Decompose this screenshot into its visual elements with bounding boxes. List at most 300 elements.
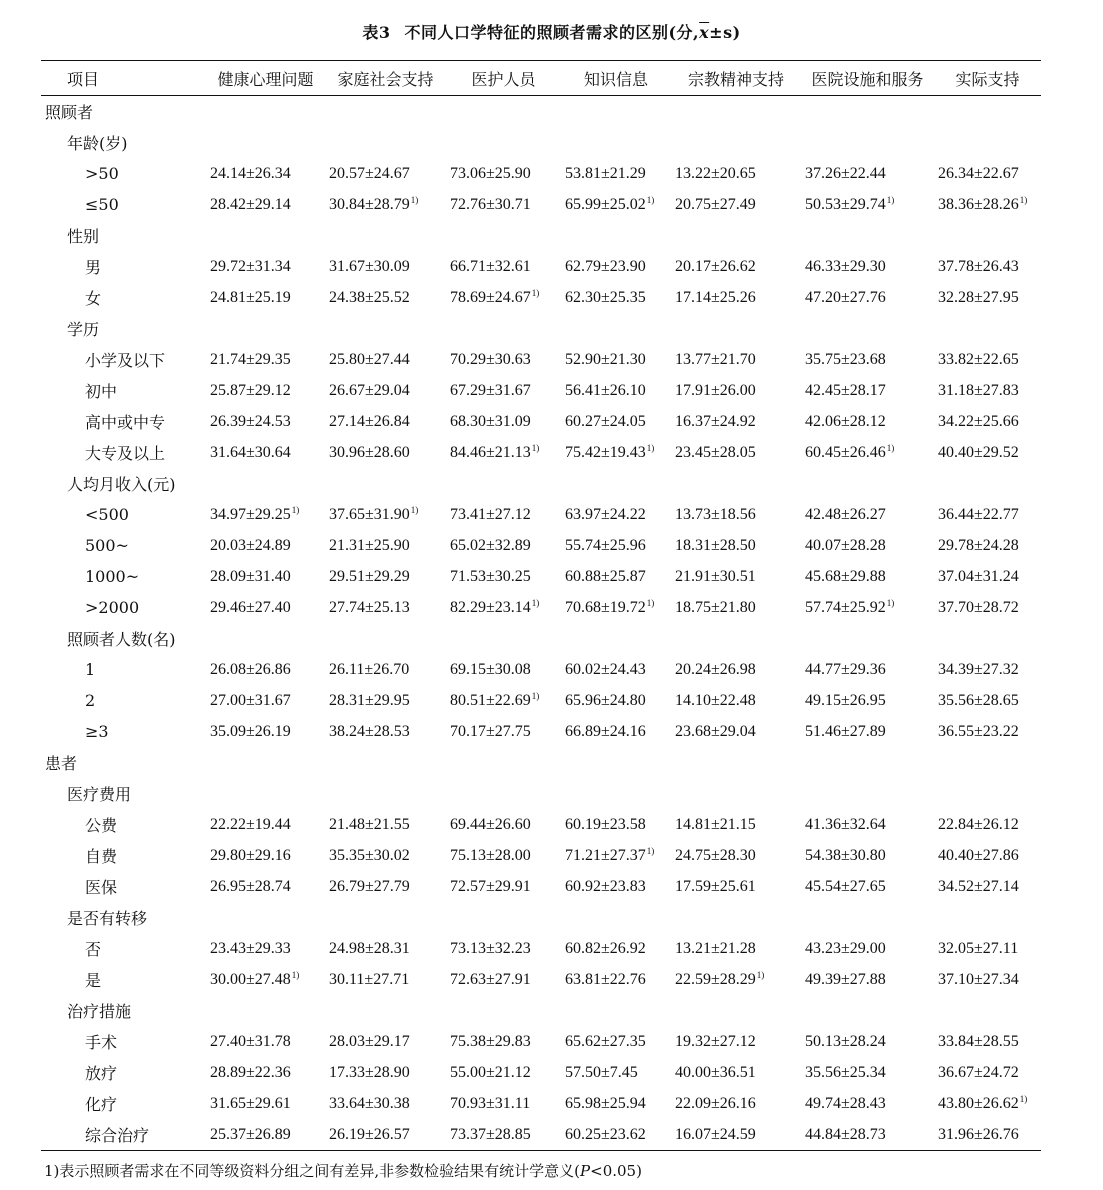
table-cell: [801, 747, 934, 778]
cell-value: 32.05±27.11: [938, 939, 1019, 957]
table-cell: [801, 189, 934, 220]
table-row: [41, 592, 1041, 623]
cell-value: 42.45±28.17: [805, 381, 886, 399]
table-cell: [801, 809, 934, 840]
cell-value: 34.52±27.14: [938, 877, 1019, 895]
table-cell: [446, 499, 561, 530]
cell-value: 82.29±23.14: [450, 599, 531, 616]
table-cell: [206, 840, 325, 871]
table-cell: [671, 809, 801, 840]
cell-value: 36.67±24.72: [938, 1063, 1019, 1081]
cell-value: 44.77±29.36: [805, 660, 886, 678]
table-cell: [446, 685, 561, 716]
row-label: 综合治疗: [41, 1119, 206, 1151]
cell-value: 69.15±30.08: [450, 660, 531, 678]
group-header-row: [41, 96, 1041, 128]
cell-value: 41.36±32.64: [805, 815, 886, 833]
cell-value: 78.69±24.67: [450, 289, 531, 306]
table-row: [41, 654, 1041, 685]
cell-value: 57.50±7.45: [565, 1063, 638, 1081]
table-cell: [446, 282, 561, 313]
cell-value: 24.75±28.30: [675, 846, 756, 864]
cell-value: 60.19±23.58: [565, 815, 646, 833]
row-label: 1000~: [85, 567, 140, 586]
table-row: [41, 561, 1041, 592]
table-cell: [671, 437, 801, 468]
table-cell: [446, 158, 561, 189]
row-label: 手术: [85, 1033, 118, 1052]
table-cell: [801, 499, 934, 530]
cell-value: 84.46±21.13: [450, 444, 531, 461]
table-cell: [325, 561, 446, 592]
table-cell: [561, 251, 671, 282]
table-cell: [671, 1026, 801, 1057]
table-cell: [206, 313, 325, 344]
table-cell: [206, 189, 325, 220]
table-cell: [561, 561, 671, 592]
table-cell: [561, 189, 671, 220]
group-header-row: [41, 313, 1041, 344]
table-cell: [446, 716, 561, 747]
table-cell: [325, 778, 446, 809]
cell-value: 17.91±26.00: [675, 381, 756, 399]
row-label: 照顾者: [45, 103, 94, 122]
group-header-row: [41, 468, 1041, 499]
table-cell: [206, 902, 325, 933]
cell-value: 25.37±26.89: [210, 1125, 291, 1143]
table-cell: [801, 406, 934, 437]
table-cell: [325, 1057, 446, 1088]
row-label: <500: [85, 505, 129, 524]
table-cell: [206, 127, 325, 158]
cell-value: 13.73±18.56: [675, 505, 756, 523]
cell-value: 52.90±21.30: [565, 350, 646, 368]
table-number: 表3: [362, 23, 391, 42]
cell-value: 70.29±30.63: [450, 350, 531, 368]
table-cell: [446, 189, 561, 220]
table-cell: [561, 344, 671, 375]
table-cell: [206, 1026, 325, 1057]
row-label: 性别: [67, 227, 100, 246]
table-cell: [934, 127, 1041, 158]
table-cell: [934, 809, 1041, 840]
cell-value: 21.31±25.90: [329, 536, 410, 554]
footnote-text: 1)表示照顾者需求在不同等级资料分组之间有差异,非参数检验结果有统计学意义(: [44, 1162, 581, 1180]
table-cell: [206, 933, 325, 964]
row-label: 年龄(岁): [67, 134, 128, 153]
table-cell: [671, 220, 801, 251]
table-cell: [671, 1057, 801, 1088]
cell-value: 46.33±29.30: [805, 257, 886, 275]
cell-value: 18.75±21.80: [675, 598, 756, 616]
table-cell: [671, 716, 801, 747]
table-cell: [561, 1057, 671, 1088]
group-header-row: [41, 623, 1041, 654]
table-cell: [934, 933, 1041, 964]
table-cell: [671, 406, 801, 437]
cell-value: 43.80±26.62: [938, 1095, 1019, 1112]
significance-mark: 1): [410, 505, 419, 515]
row-label: 患者: [45, 754, 78, 773]
cell-value: 63.97±24.22: [565, 505, 646, 523]
cell-value: 16.07±24.59: [675, 1125, 756, 1143]
cell-value: 36.44±22.77: [938, 505, 1019, 523]
cell-value: 73.41±27.12: [450, 505, 531, 523]
cell-value: 66.89±24.16: [565, 722, 646, 740]
header-health-psych: 健康心理问题: [206, 61, 325, 96]
cell-value: 73.37±28.85: [450, 1125, 531, 1143]
cell-value: 22.59±28.29: [675, 971, 756, 988]
table-cell: [671, 158, 801, 189]
cell-value: 20.57±24.67: [329, 164, 410, 182]
table-cell: [934, 964, 1041, 995]
cell-value: 37.26±22.44: [805, 164, 886, 182]
cell-value: 31.96±26.76: [938, 1125, 1019, 1143]
table-cell: [561, 499, 671, 530]
table-cell: [934, 96, 1041, 128]
table-cell: [934, 871, 1041, 902]
table-cell: [446, 871, 561, 902]
table-cell: [446, 592, 561, 623]
table-row: [41, 809, 1041, 840]
table-cell: [446, 344, 561, 375]
cell-value: 34.97±29.25: [210, 506, 291, 523]
cell-value: 25.80±27.44: [329, 350, 410, 368]
table-cell: [325, 220, 446, 251]
table-cell: [206, 685, 325, 716]
table-cell: [206, 1088, 325, 1119]
sd-symbol: ±s): [709, 23, 741, 42]
cell-value: 60.88±25.87: [565, 567, 646, 585]
table-cell: [801, 902, 934, 933]
table-cell: [561, 809, 671, 840]
header-medical-staff: 医护人员: [446, 61, 561, 96]
cell-value: 75.13±28.00: [450, 846, 531, 864]
cell-value: 35.56±28.65: [938, 691, 1019, 709]
row-label: 高中或中专: [85, 413, 166, 432]
table-row: [41, 375, 1041, 406]
table-cell: [446, 437, 561, 468]
row-label: 自费: [85, 847, 118, 866]
table-row: [41, 871, 1041, 902]
mean-symbol: $\overline{x}$: [699, 23, 710, 42]
cell-value: 73.06±25.90: [450, 164, 531, 182]
cell-value: 40.00±36.51: [675, 1063, 756, 1081]
cell-value: 66.71±32.61: [450, 257, 531, 275]
table-cell: [446, 1057, 561, 1088]
table-cell: [206, 778, 325, 809]
cell-value: 54.38±30.80: [805, 846, 886, 864]
significance-mark: 1): [291, 505, 300, 515]
cell-value: 23.43±29.33: [210, 939, 291, 957]
table-cell: [561, 158, 671, 189]
table-cell: [934, 406, 1041, 437]
table-cell: [934, 282, 1041, 313]
table-cell: [446, 902, 561, 933]
table-cell: [671, 747, 801, 778]
cell-value: 70.17±27.75: [450, 722, 531, 740]
cell-value: 21.74±29.35: [210, 350, 291, 368]
cell-value: 28.31±29.95: [329, 691, 410, 709]
table-row: [41, 282, 1041, 313]
table-cell: [801, 964, 934, 995]
table-cell: [801, 344, 934, 375]
table-cell: [446, 1119, 561, 1151]
cell-value: 17.33±28.90: [329, 1063, 410, 1081]
table-cell: [325, 127, 446, 158]
table-cell: [325, 964, 446, 995]
table-cell: [671, 375, 801, 406]
table-cell: [671, 995, 801, 1026]
cell-value: 75.38±29.83: [450, 1032, 531, 1050]
table-cell: [671, 592, 801, 623]
table-row: [41, 1026, 1041, 1057]
cell-value: 35.75±23.68: [805, 350, 886, 368]
header-item: 项目: [41, 61, 206, 96]
table-cell: [446, 1026, 561, 1057]
cell-value: 60.25±23.62: [565, 1125, 646, 1143]
cell-value: 38.24±28.53: [329, 722, 410, 740]
table-cell: [801, 1057, 934, 1088]
cell-value: 50.13±28.24: [805, 1032, 886, 1050]
table-cell: [206, 561, 325, 592]
table-cell: [671, 468, 801, 499]
table-cell: [561, 685, 671, 716]
table-cell: [934, 499, 1041, 530]
cell-value: 31.64±30.64: [210, 443, 291, 461]
row-label: 治疗措施: [67, 1002, 132, 1021]
row-label: >50: [85, 164, 119, 183]
table-cell: [325, 716, 446, 747]
cell-value: 28.09±31.40: [210, 567, 291, 585]
table-cell: [446, 809, 561, 840]
significance-mark: 1): [410, 195, 419, 205]
table-cell: [561, 220, 671, 251]
table-cell: [325, 313, 446, 344]
cell-value: 35.09±26.19: [210, 722, 291, 740]
cell-value: 34.39±27.32: [938, 660, 1019, 678]
table-cell: [934, 158, 1041, 189]
table-cell: [446, 654, 561, 685]
cell-value: 26.95±28.74: [210, 877, 291, 895]
table-cell: [801, 251, 934, 282]
cell-value: 33.64±30.38: [329, 1094, 410, 1112]
table-cell: [671, 561, 801, 592]
row-label: 化疗: [85, 1095, 118, 1114]
table-cell: [671, 189, 801, 220]
table-cell: [934, 840, 1041, 871]
cell-value: 28.03±29.17: [329, 1032, 410, 1050]
table-cell: [561, 995, 671, 1026]
table-cell: [561, 654, 671, 685]
cell-value: 50.53±29.74: [805, 196, 886, 213]
table-cell: [934, 1119, 1041, 1151]
cell-value: 18.31±28.50: [675, 536, 756, 554]
cell-value: 23.45±28.05: [675, 443, 756, 461]
table-cell: [561, 747, 671, 778]
group-header-row: [41, 220, 1041, 251]
table-row: [41, 344, 1041, 375]
cell-value: 27.40±31.78: [210, 1032, 291, 1050]
row-label: 是: [85, 971, 102, 990]
table-cell: [934, 654, 1041, 685]
cell-value: 31.67±30.09: [329, 257, 410, 275]
table-cell: [561, 1088, 671, 1119]
cell-value: 26.79±27.79: [329, 877, 410, 895]
significance-mark: 1): [531, 691, 540, 701]
table-cell: [801, 933, 934, 964]
table-cell: [446, 251, 561, 282]
table-cell: [801, 871, 934, 902]
table-cell: [561, 623, 671, 654]
table-row: [41, 437, 1041, 468]
table-cell: [446, 964, 561, 995]
significance-mark: 1): [886, 195, 895, 205]
table-cell: [801, 654, 934, 685]
table-cell: [801, 1119, 934, 1151]
table-cell: [934, 313, 1041, 344]
cell-value: 55.74±25.96: [565, 536, 646, 554]
table-cell: [671, 902, 801, 933]
cell-value: 56.41±26.10: [565, 381, 646, 399]
cell-value: 27.74±25.13: [329, 598, 410, 616]
table-cell: [206, 375, 325, 406]
significance-mark: 1): [646, 443, 655, 453]
cell-value: 29.80±29.16: [210, 846, 291, 864]
table-cell: [206, 468, 325, 499]
table-cell: [325, 654, 446, 685]
row-label: 男: [85, 258, 102, 277]
table-cell: [671, 778, 801, 809]
table-cell: [446, 127, 561, 158]
cell-value: 51.46±27.89: [805, 722, 886, 740]
table-cell: [934, 716, 1041, 747]
table-cell: [325, 282, 446, 313]
cell-value: 53.81±21.29: [565, 164, 646, 182]
table-cell: [671, 96, 801, 128]
table-cell: [446, 840, 561, 871]
cell-value: 24.81±25.19: [210, 288, 291, 306]
cell-value: 36.55±23.22: [938, 722, 1019, 740]
table-cell: [325, 995, 446, 1026]
footnote-p-symbol: P: [580, 1162, 591, 1180]
table-cell: [801, 313, 934, 344]
table-cell: [561, 778, 671, 809]
cell-value: 17.59±25.61: [675, 877, 756, 895]
table-cell: [671, 313, 801, 344]
row-label: 公费: [85, 816, 118, 835]
table-cell: [934, 189, 1041, 220]
table-cell: [801, 778, 934, 809]
table-cell: [801, 468, 934, 499]
table-cell: [446, 375, 561, 406]
significance-mark: 1): [886, 598, 895, 608]
group-header-row: [41, 778, 1041, 809]
table-row: [41, 685, 1041, 716]
cell-value: 30.00±27.48: [210, 971, 291, 988]
cell-value: 26.34±22.67: [938, 164, 1019, 182]
table-cell: [561, 871, 671, 902]
row-label: 医保: [85, 878, 118, 897]
table-cell: [325, 1026, 446, 1057]
table-cell: [206, 716, 325, 747]
significance-mark: 1): [531, 598, 540, 608]
cell-value: 55.00±21.12: [450, 1063, 531, 1081]
significance-mark: 1): [1019, 1094, 1028, 1104]
table-row: [41, 158, 1041, 189]
significance-mark: 1): [756, 970, 765, 980]
table-cell: [934, 1088, 1041, 1119]
table-cell: [325, 1119, 446, 1151]
cell-value: 65.02±32.89: [450, 536, 531, 554]
cell-value: 26.39±24.53: [210, 412, 291, 430]
table-cell: [561, 840, 671, 871]
table-cell: [801, 623, 934, 654]
table-cell: [561, 592, 671, 623]
table-cell: [561, 1026, 671, 1057]
table-cell: [801, 127, 934, 158]
table-cell: [206, 654, 325, 685]
table-cell: [801, 1026, 934, 1057]
table-cell: [206, 964, 325, 995]
cell-value: 37.70±28.72: [938, 598, 1019, 616]
table-cell: [206, 747, 325, 778]
table-cell: [934, 344, 1041, 375]
table-cell: [934, 592, 1041, 623]
table-cell: [561, 1119, 671, 1151]
cell-value: 29.46±27.40: [210, 598, 291, 616]
cell-value: 24.98±28.31: [329, 939, 410, 957]
cell-value: 28.89±22.36: [210, 1063, 291, 1081]
cell-value: 29.51±29.29: [329, 567, 410, 585]
table-cell: [325, 530, 446, 561]
cell-value: 37.65±31.90: [329, 506, 410, 523]
cell-value: 60.82±26.92: [565, 939, 646, 957]
cell-value: 27.14±26.84: [329, 412, 410, 430]
table-cell: [934, 778, 1041, 809]
table-cell: [934, 995, 1041, 1026]
table-body: [41, 96, 1041, 1151]
cell-value: 19.32±27.12: [675, 1032, 756, 1050]
table-cell: [561, 313, 671, 344]
table-cell: [934, 468, 1041, 499]
cell-value: 71.53±30.25: [450, 567, 531, 585]
cell-value: 14.10±22.48: [675, 691, 756, 709]
table-cell: [934, 530, 1041, 561]
table-cell: [206, 406, 325, 437]
table-cell: [934, 1057, 1041, 1088]
cell-value: 33.84±28.55: [938, 1032, 1019, 1050]
cell-value: 45.68±29.88: [805, 567, 886, 585]
cell-value: 42.48±26.27: [805, 505, 886, 523]
table-cell: [446, 747, 561, 778]
significance-mark: 1): [646, 195, 655, 205]
cell-value: 60.45±26.46: [805, 444, 886, 461]
table-cell: [801, 592, 934, 623]
header-practical-support: 实际支持: [934, 61, 1041, 96]
cell-value: 68.30±31.09: [450, 412, 531, 430]
table-cell: [934, 1026, 1041, 1057]
cell-value: 40.40±29.52: [938, 443, 1019, 461]
table-cell: [446, 313, 561, 344]
table-cell: [671, 933, 801, 964]
table-cell: [671, 871, 801, 902]
table-cell: [561, 375, 671, 406]
table-cell: [325, 809, 446, 840]
table-cell: [561, 437, 671, 468]
table-cell: [325, 189, 446, 220]
cell-value: 47.20±27.76: [805, 288, 886, 306]
